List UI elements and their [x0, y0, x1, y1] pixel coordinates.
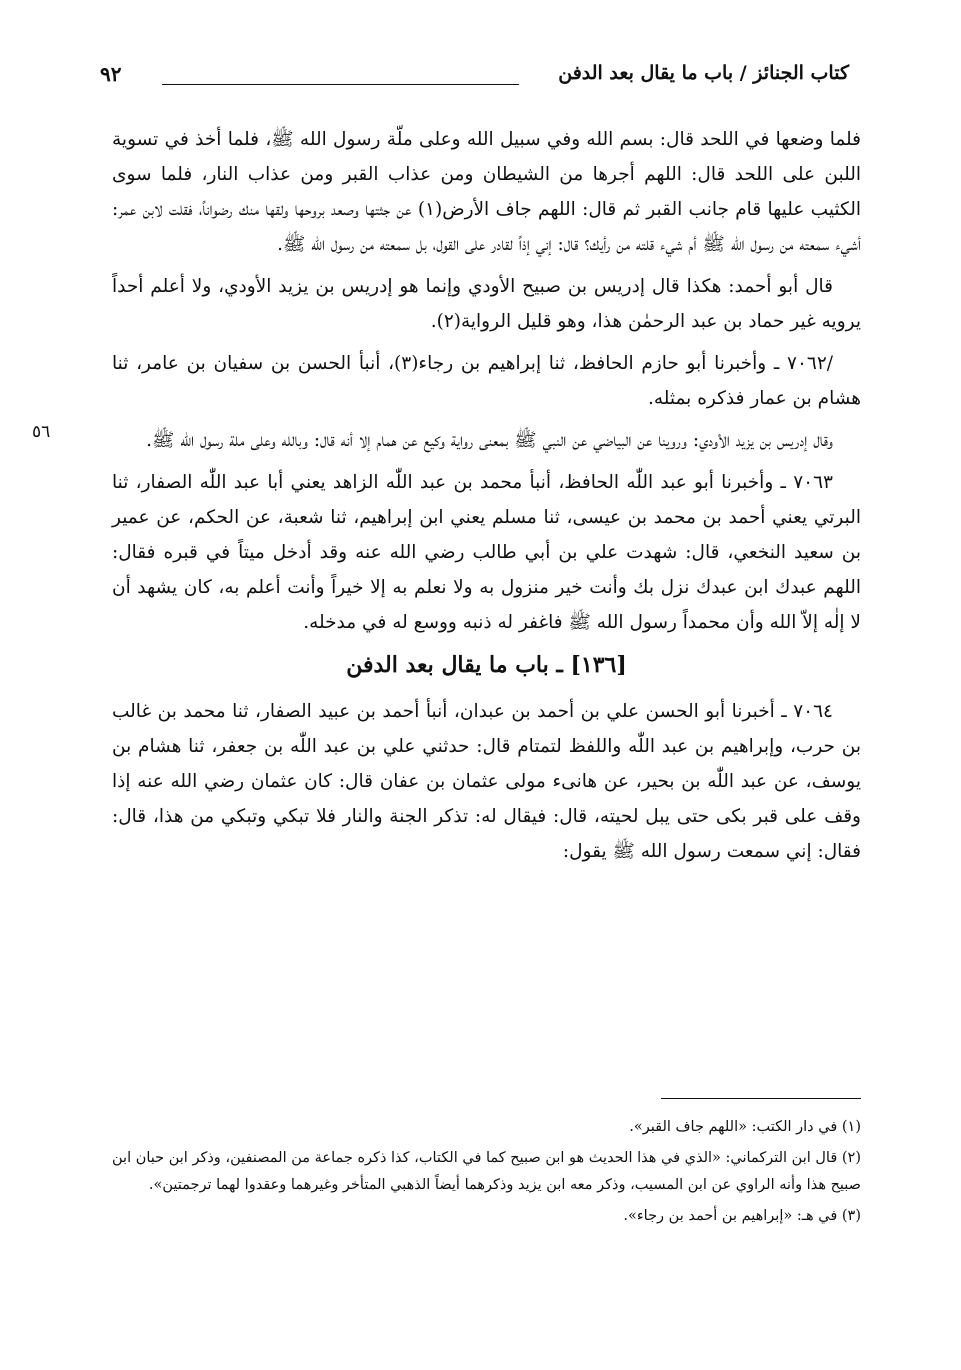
chapter-heading: [١٣٦] ـ باب ما يقال بعد الدفن	[346, 652, 627, 678]
paragraph-5: ٧٠٦٣ ـ وأخبرنا أبو عبد اللّٰه الحافظ، أنبأ محمد بن عبد اللّٰه الزاهد يعني أبا عبد اللّٰه الصفار، ثنا البرتي يعني أحمد بن محمد بن عيسى، ثنا مسلم يعني ابن إبراهيم، ثنا شعبة، عن الحكم، عن عمير بن سعيد النخعي، قال: شهدت علي بن أبي طالب رضي الله عنه وقد أدخل ميتاً في قبره فقال: اللهم عبدك ابن عبدك نزل بك وأنت خير منزول به ولا نعلم به إلا خيراً وأنت أعلم به، كان يشهد أن لا إلٰه إلاّ الله وأن محمداً رسول الله ﷺ فاغفر له ذنبه ووسع له في مدخله.	[112, 472, 861, 633]
paragraph-4: وقال إدريس بن يزيد الأودي: وروينا عن البياضي عن النبي ﷺ بمعنى رواية وكيع عن همام إلا أنه قال: وبالله وعلى ملة رسول الله ﷺ.	[146, 430, 833, 451]
footnote-rule	[661, 1098, 861, 1099]
main-text	[112, 122, 861, 876]
footnotes	[112, 1114, 861, 1234]
margin-page-reference: ٥٦	[32, 422, 51, 442]
running-header	[100, 62, 849, 98]
footnote-1: (١) في دار الكتب: «اللهم جاف القبر».	[629, 1119, 861, 1135]
footnote-3: (٣) في هـ: «إبراهيم بن أحمد بن رجاء».	[623, 1208, 861, 1224]
paragraph-2: قال أبو أحمد: هكذا قال إدريس بن صبيح الأودي وإنما هو إدريس بن يزيد الأودي، ولا أعلم أحداً يرويه غير حماد بن عبد الرحمٰن هذا، وهو قليل الرواية(٢).	[112, 276, 861, 332]
paragraph-1: فلما وضعها في اللحد قال: بسم الله وفي سبيل الله وعلى ملّة رسول الله ﷺ، فلما أخذ في تسوية اللبن على اللحد قال: اللهم أجرها من الشيطان ومن عذاب القبر ومن عذاب النار، فلما سوى الكثيب عليها قام جانب القبر ثم قال: اللهم جاف الأرض(١) عن جثتها وصعد بروحها ولقها منك رضواناً، فقلت لابن عمر: أشيء سمعته من رسول الله ﷺ أم شيء قلته من رأيك؟ قال: إني إذاً لقادر على القول، بل سمعته من رسول الله ﷺ.	[112, 129, 861, 255]
footnote-2: (٢) قال ابن التركماني: «الذي في هذا الحديث هو ابن صبيح كما في الكتاب، كذا ذكره جماعة من المصنفين، وذكر ابن حبان ابن صبيح هذا وأنه الراوي عن ابن المسيب، وذكر معه ابن يزيد وذكرهما أيضاً الذهبي المتأخر وغيرهما وعقدوا لهما ترجمتين».	[112, 1150, 861, 1193]
header-rule	[162, 84, 519, 85]
paragraph-3: /٧٠٦٢ ـ وأخبرنا أبو حازم الحافظ، ثنا إبراهيم بن رجاء(٣)، أنبأ الحسن بن سفيان بن عامر، ثنا هشام بن عمار فذكره بمثله.	[112, 353, 861, 409]
header-title: كتاب الجنائز / باب ما يقال بعد الدفن	[558, 62, 849, 84]
page-number: ٩٢	[100, 62, 122, 86]
paragraph-6: ٧٠٦٤ ـ أخبرنا أبو الحسن علي بن أحمد بن عبدان، أنبأ أحمد بن عبيد الصفار، ثنا محمد بن غالب بن حرب، وإبراهيم بن عبد اللّٰه واللفظ لتمتام قال: حدثني علي بن عبد اللّٰه بن جعفر، ثنا هشام بن يوسف، عن عبد اللّٰه بن بحير، عن هانىء مولى عثمان بن عفان قال: كان عثمان رضي الله عنه إذا وقف على قبر بكى حتى يبل لحيته، قال: فيقال له: تذكر الجنة والنار فلا تبكي وتبكي من هذا، قال: فقال: إني سمعت رسول الله ﷺ يقول:	[112, 701, 861, 862]
